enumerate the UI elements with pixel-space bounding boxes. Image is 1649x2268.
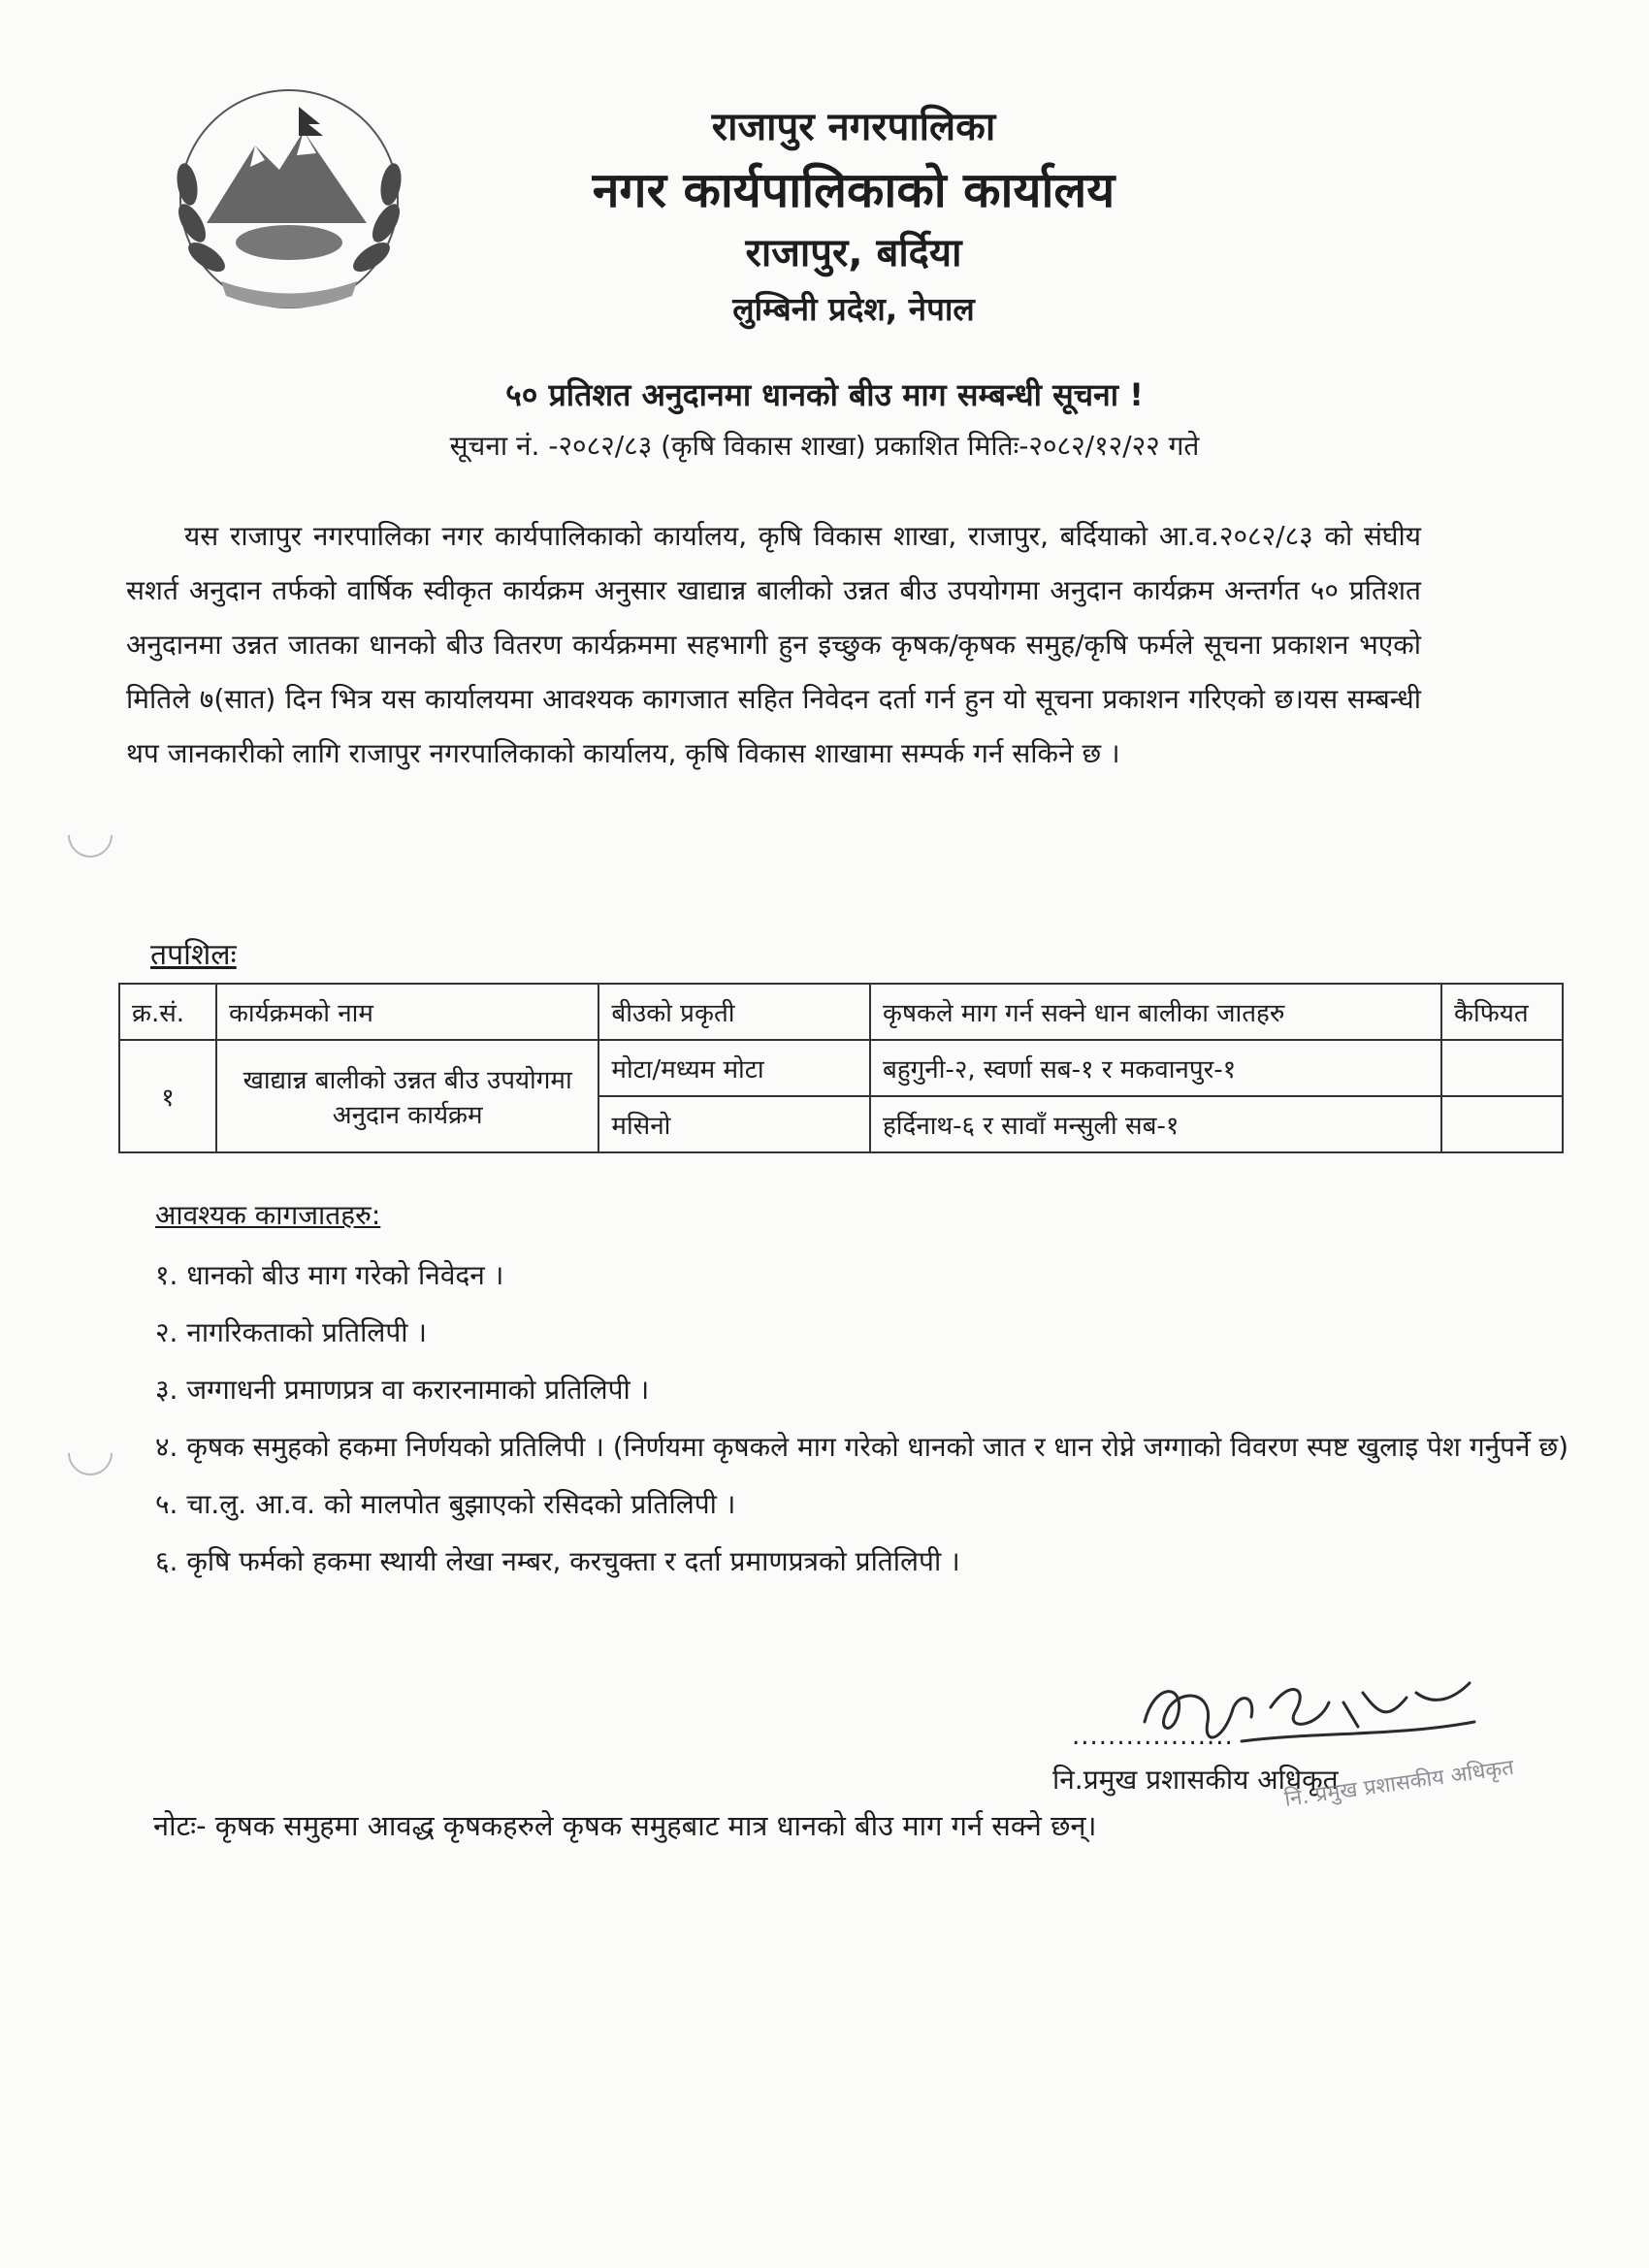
table-row bbox=[119, 1040, 1563, 1096]
list-item: २. नागरिकताको प्रतिलिपी । bbox=[155, 1316, 428, 1348]
column-header: कार्यक्रमको नाम bbox=[216, 984, 598, 1040]
column-header: कृषकले माग गर्न सक्ने धान बालीका जातहरु bbox=[870, 984, 1441, 1040]
seed-type-cell: मोटा/मध्यम मोटा bbox=[598, 1040, 870, 1096]
table-header-row bbox=[119, 984, 1563, 1040]
signature-line: .................. bbox=[1072, 1722, 1234, 1751]
column-header: क्र.सं. bbox=[119, 984, 216, 1040]
column-header: कैफियत bbox=[1441, 984, 1563, 1040]
punch-hole-mark bbox=[58, 803, 121, 866]
notice-title: ५० प्रतिशत अनुदानमा धानको बीउ माग सम्बन्धी सूचना ! bbox=[505, 376, 1144, 413]
column-header: बीउको प्रकृती bbox=[598, 984, 870, 1040]
serial-cell: १ bbox=[119, 1040, 216, 1152]
varieties-cell: हर्दिनाथ-६ र सावाँ मन्सुली सब-१ bbox=[870, 1096, 1441, 1152]
seed-type-cell: मसिनो bbox=[598, 1096, 870, 1152]
list-item: ५. चा.लु. आ.व. को मालपोत बुझाएको रसिदको प्रतिलिपी । bbox=[155, 1488, 736, 1520]
punch-hole-mark bbox=[58, 1421, 121, 1484]
notice-reference: सूचना नं. -२०८२/८३ (कृषि विकास शाखा) प्रकाशित मितिः-२०८२/१२/२२ गते bbox=[449, 430, 1200, 462]
program-cell: खाद्यान्न बालीको उन्नत बीउ उपयोगमा अनुदान कार्यक्रम bbox=[216, 1040, 598, 1152]
signatory-title: नि.प्रमुख प्रशासकीय अधिकृत bbox=[1052, 1764, 1339, 1796]
remarks-cell bbox=[1441, 1096, 1563, 1152]
office-header bbox=[543, 97, 1164, 336]
documents-heading: आवश्यक कागजातहरु: bbox=[155, 1199, 381, 1231]
office-location: राजापुर, बर्दिया bbox=[745, 231, 962, 275]
schedule-label: तपशिलः bbox=[150, 938, 237, 972]
nepal-emblem-icon bbox=[153, 78, 425, 320]
varieties-cell: बहुगुनी-२, स्वर्णा सब-१ र मकवानपुर-१ bbox=[870, 1040, 1441, 1096]
office-name: नगर कार्यपालिकाको कार्यालय bbox=[592, 162, 1116, 218]
remarks-cell bbox=[1441, 1040, 1563, 1096]
list-item: ४. कृषक समुहको हकमा निर्णयको प्रतिलिपी । (निर्णयमा कृषकले माग गरेको धानको जात र धान रोप्ने जग्गाको विवरण स्पष्ट खुलाइ पेश गर्नुपर्ने छ) bbox=[155, 1431, 1569, 1463]
note-text: नोटः- कृषक समुहमा आवद्ध कृषकहरुले कृषक समुहबाट मात्र धानको बीउ माग गर्न सक्ने छन्। bbox=[153, 1809, 1097, 1842]
official-stamp: नि. प्रमुख प्रशासकीय अधिकृत bbox=[1282, 1755, 1516, 1812]
list-item: १. धानको बीउ माग गरेको निवेदन । bbox=[155, 1259, 504, 1291]
municipality-name: राजापुर नगरपालिका bbox=[711, 105, 996, 149]
schedule-table bbox=[118, 983, 1564, 1153]
province-country: लुम्बिनी प्रदेश, नेपाल bbox=[732, 290, 975, 328]
list-item: ६. कृषि फर्मको हकमा स्थायी लेखा नम्बर, करचुक्ता र दर्ता प्रमाणप्रत्रको प्रतिलिपी । bbox=[155, 1545, 960, 1577]
notice-body: यस राजापुर नगरपालिका नगर कार्यपालिकाको कार्यालय, कृषि विकास शाखा, राजापुर, बर्दियाको आ.व.२०८२/८३ को संघीय सशर्त अनुदान तर्फको वार्षिक स्वीकृत कार्यक्रम अनुसार खाद्यान्न बालीको उन्नत बीउ उपयोगमा अनुदान कार्यक्रम अन्तर्गत ५० प्रतिशत अनुदानमा उन्नत जातका धानको बीउ वितरण कार्यक्रममा सहभागी हुन इच्छुक कृषक/कृषक समुह/कृषि फर्मले सूचना प्रकाशन भएको मितिले ७(सात) दिन भित्र यस कार्यालयमा आवश्यक कागजात सहित निवेदन दर्ता गर्न हुन यो सूचना प्रकाशन गरिएको छ।यस सम्बन्धी थप जानकारीको लागि राजापुर नगरपालिकाको कार्यालय, कृषि विकास शाखामा सम्पर्क गर्न सकिने छ । bbox=[126, 520, 1421, 769]
list-item: ३. जग्गाधनी प्रमाणप्रत्र वा करारनामाको प्रतिलिपी । bbox=[155, 1374, 650, 1406]
documents-list bbox=[155, 1251, 1571, 1595]
